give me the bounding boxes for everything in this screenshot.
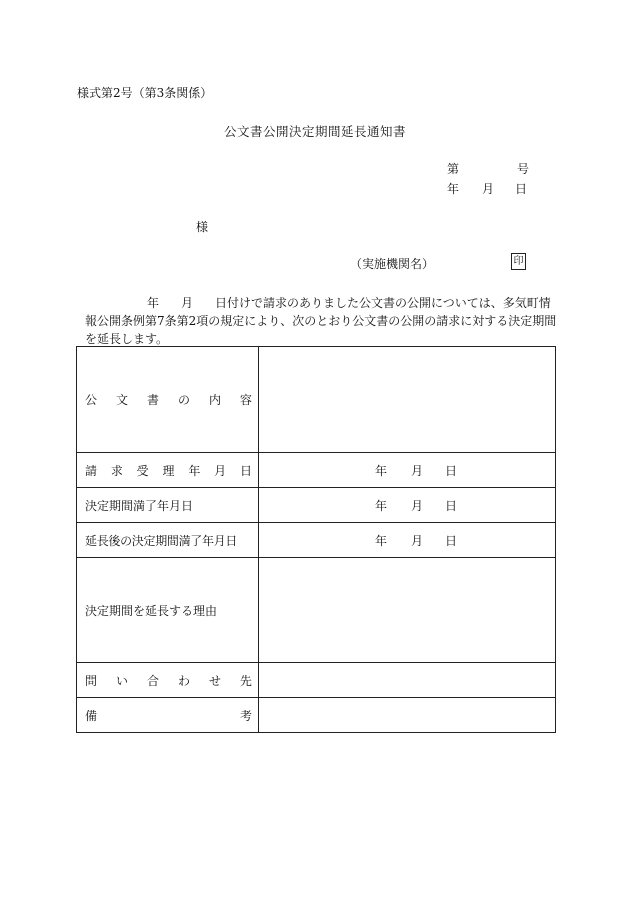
- label-char: 問: [85, 673, 98, 688]
- year-mark: 年: [375, 533, 388, 548]
- label-char: 文: [115, 393, 128, 407]
- body-text-line-2: 報公開条例第7条第2項の規定により、次のとおり公文書の公開の請求に対する決定期間: [85, 314, 557, 328]
- spread-label: [85, 391, 252, 408]
- label-char: 理: [162, 463, 175, 478]
- table-row: [77, 347, 556, 453]
- day-mark: 日: [445, 463, 458, 478]
- addressee: 様: [196, 220, 209, 234]
- table-row: [77, 488, 556, 523]
- label-char: 月: [214, 463, 227, 478]
- number-prefix: 第: [447, 162, 460, 176]
- label-char: わ: [177, 673, 190, 688]
- table-row: [77, 698, 556, 733]
- label-char: 日: [239, 463, 252, 478]
- spread-label: 決定期間満了年月日: [85, 498, 194, 513]
- row-label: [77, 488, 259, 523]
- table-row: [77, 523, 556, 558]
- reason-field[interactable]: [259, 558, 556, 663]
- label-char: の: [177, 393, 190, 407]
- label-char: 合: [146, 673, 159, 688]
- row-label: [77, 523, 259, 558]
- document-title: 公文書公開決定期間延長通知書: [223, 124, 406, 139]
- seal-stamp-box: 印: [511, 253, 526, 270]
- contact-field[interactable]: [259, 663, 556, 698]
- content-field[interactable]: [259, 347, 556, 453]
- row-label: [77, 698, 259, 733]
- spread-label: 決定期間を延長する理由: [85, 603, 218, 618]
- label-char: 書: [146, 393, 159, 407]
- date-month: 月: [482, 182, 495, 196]
- label-char: 容: [239, 393, 252, 407]
- body-month: 月: [181, 296, 194, 310]
- row-label: [77, 453, 259, 488]
- table-row: [77, 558, 556, 663]
- receipt-date-field[interactable]: [259, 453, 556, 488]
- remarks-label-left: 備: [85, 708, 98, 723]
- agency-name-label: （実施機関名）: [350, 257, 435, 271]
- row-label: [77, 347, 259, 453]
- label-char: い: [115, 673, 128, 688]
- body-rest: 日付けで請求のありました公文書の公開については、多気町情: [215, 296, 551, 310]
- day-mark: 日: [445, 533, 458, 548]
- table-row: [77, 663, 556, 698]
- month-mark: 月: [411, 463, 424, 478]
- label-char: 年: [188, 463, 201, 478]
- label-char: 受: [136, 463, 149, 478]
- form-number: 様式第2号（第3条関係）: [77, 86, 213, 100]
- body-year: 年: [147, 296, 160, 310]
- label-char: 先: [239, 673, 252, 688]
- body-text-line-3: を延長します。: [85, 332, 169, 346]
- day-mark: 日: [445, 498, 458, 513]
- remarks-field[interactable]: [259, 698, 556, 733]
- body-text-line-1: [85, 294, 551, 311]
- label-char: 求: [110, 463, 123, 478]
- label-char: 請: [85, 463, 98, 478]
- spread-label: 延長後の決定期間満了年月日: [85, 533, 238, 548]
- date-day: 日: [515, 182, 528, 196]
- remarks-label-right: 考: [239, 708, 252, 723]
- notice-form-table: [76, 346, 556, 733]
- row-label: [77, 558, 259, 663]
- document-number-line: [447, 160, 529, 177]
- label-char: 公: [85, 393, 98, 407]
- year-mark: 年: [375, 498, 388, 513]
- month-mark: 月: [411, 498, 424, 513]
- month-mark: 月: [411, 533, 424, 548]
- date-year: 年: [447, 182, 460, 196]
- number-suffix: 号: [517, 162, 530, 176]
- deadline-date-field[interactable]: [259, 488, 556, 523]
- year-mark: 年: [375, 463, 388, 478]
- spread-label: [85, 462, 252, 479]
- remarks-label: [85, 707, 252, 724]
- table-row: [77, 453, 556, 488]
- spread-label: [85, 672, 252, 689]
- document-date-line: [447, 180, 527, 197]
- label-char: せ: [208, 673, 221, 688]
- row-label: [77, 663, 259, 698]
- extended-deadline-field[interactable]: [259, 523, 556, 558]
- label-char: 内: [208, 393, 221, 407]
